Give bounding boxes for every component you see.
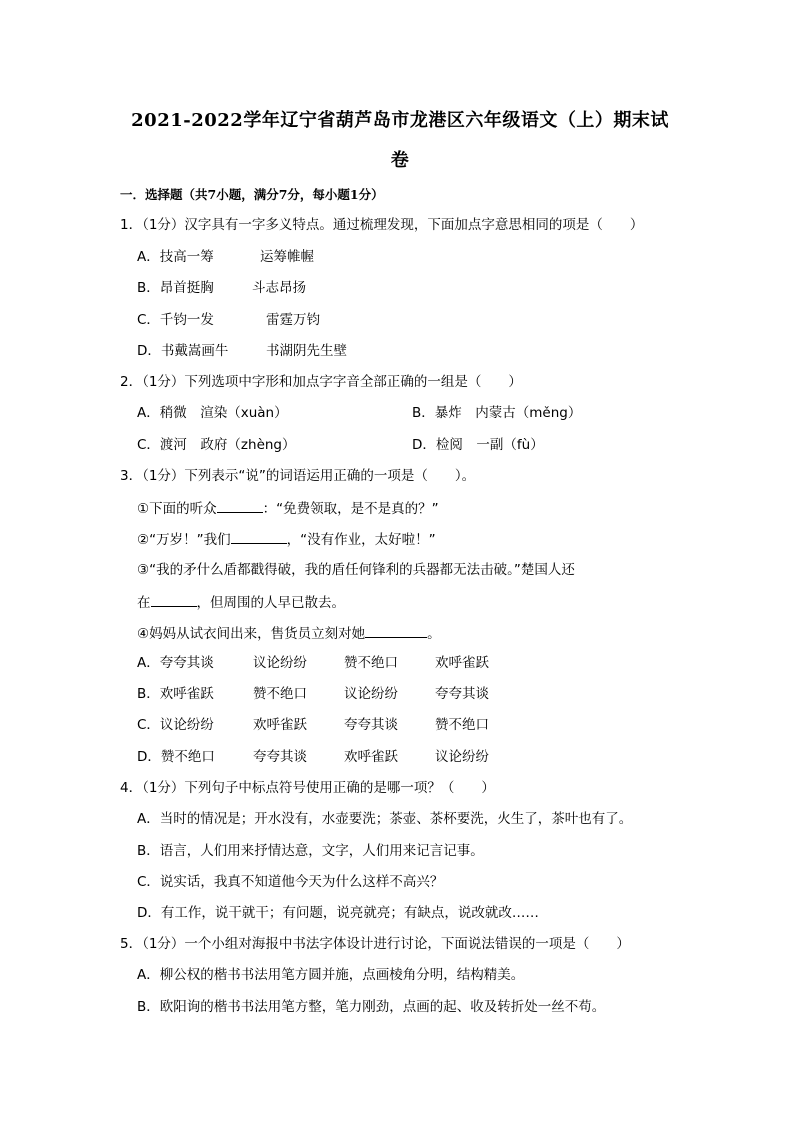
q4-option-d: D．有工作，说干就干；有问题，说亮就亮；有缺点，说改就改…… <box>137 905 539 921</box>
q2-option-d: D．检阅 一副（fù） <box>412 437 544 453</box>
q3-option-d: D．赞不绝口 <box>137 749 215 765</box>
q3-sentence-2: ②“万岁！”我们 ，“没有作业，太好啦！” <box>137 529 436 549</box>
q5-option-a: A．柳公权的楷书书法用笔方圆并施，点画棱角分明，结构精美。 <box>137 967 525 983</box>
q1-option-b: B．昂首挺胸 <box>137 280 214 296</box>
section-header: 一．选择题（共7小题，满分7分，每小题1分） <box>120 187 384 202</box>
q3-option-d-word3: 欢呼雀跃 <box>344 749 398 765</box>
q1-option-a: A．技高一筹 <box>137 249 214 265</box>
q3-sentence-1: ①下面的听众 ：“免费领取，是不是真的？” <box>137 498 439 518</box>
q3-option-a-word3: 赞不绝口 <box>344 655 398 671</box>
question-2-stem: 2．（1分）下列选项中字形和加点字字音全部正确的一组是（ ） <box>120 374 522 390</box>
question-3-stem: 3．（1分）下列表示“说”的词语运用正确的一项是（ ）。 <box>120 468 476 484</box>
q3-option-b: B．欢呼雀跃 <box>137 686 214 702</box>
q3-option-b-word4: 夸夸其谈 <box>435 686 489 702</box>
q4-option-b: B．语言，人们用来抒情达意，文字，人们用来记言记事。 <box>137 843 484 859</box>
answer-blank <box>217 498 263 513</box>
q3-sentence-4: ④妈妈从试衣间出来，售货员立刻对她 。 <box>137 623 441 643</box>
q2-option-c: C．渡河 政府（zhèng） <box>137 437 296 453</box>
q4-option-c: C．说实话，我真不知道他今天为什么这样不高兴？ <box>137 874 444 890</box>
q3-option-d-word2: 夸夸其谈 <box>253 749 307 765</box>
q1-option-b-word2: 斗志昂扬 <box>252 280 306 296</box>
q3-option-d-word4: 议论纷纷 <box>435 749 489 765</box>
q3-option-c: C．议论纷纷 <box>137 717 214 733</box>
question-5-stem: 5．（1分）一个小组对海报中书法字体设计进行讨论，下面说法错误的一项是（ ） <box>120 936 630 952</box>
q1-option-d: D．书戴嵩画牛 <box>137 343 229 359</box>
q2-option-b: B．暴炸 内蒙古（měng） <box>412 405 582 421</box>
q3-option-c-word4: 赞不绝口 <box>435 717 489 733</box>
q3-option-c-word3: 夸夸其谈 <box>344 717 398 733</box>
q4-option-a: A．当时的情况是；开水没有，水壶要洗；茶壶、茶杯要洗，火生了，茶叶也有了。 <box>137 811 633 827</box>
q3-sentence-3-continued: 在 ，但周围的人早已散去。 <box>137 592 345 612</box>
q3-option-a-word2: 议论纷纷 <box>253 655 307 671</box>
q1-option-c-word2: 雷霆万钧 <box>266 312 320 328</box>
question-4-stem: 4．（1分）下列句子中标点符号使用正确的是哪一项？（ ） <box>120 780 495 796</box>
question-1-stem: 1．（1分）汉字具有一字多义特点。通过梳理发现，下面加点字意思相同的项是（ ） <box>120 217 644 233</box>
q1-option-c: C．千钧一发 <box>137 312 214 328</box>
q3-option-a-word4: 欢呼雀跃 <box>435 655 489 671</box>
answer-blank <box>365 623 427 638</box>
q1-option-a-word2: 运筹帷幄 <box>260 249 314 265</box>
q3-option-c-word2: 欢呼雀跃 <box>253 717 307 733</box>
answer-blank <box>151 592 197 607</box>
page-title: 2021-2022学年辽宁省葫芦岛市龙港区六年级语文（上）期末试 <box>131 110 669 131</box>
answer-blank <box>231 529 287 544</box>
page-title-continued: 卷 <box>390 150 410 171</box>
q3-option-b-word3: 议论纷纷 <box>344 686 398 702</box>
q1-option-d-word2: 书湖阴先生壁 <box>266 343 347 359</box>
q3-option-b-word2: 赞不绝口 <box>253 686 307 702</box>
q3-option-a: A．夸夸其谈 <box>137 655 214 671</box>
q3-sentence-3: ③“我的矛什么盾都戳得破，我的盾任何锋利的兵器都无法击破。”楚国人还 <box>137 562 575 578</box>
q5-option-b: B．欧阳询的楷书书法用笔方整，笔力刚劲，点画的起、收及转折处一丝不苟。 <box>137 999 606 1015</box>
q2-option-a: A．稍微 渲染（xuàn） <box>137 405 288 421</box>
